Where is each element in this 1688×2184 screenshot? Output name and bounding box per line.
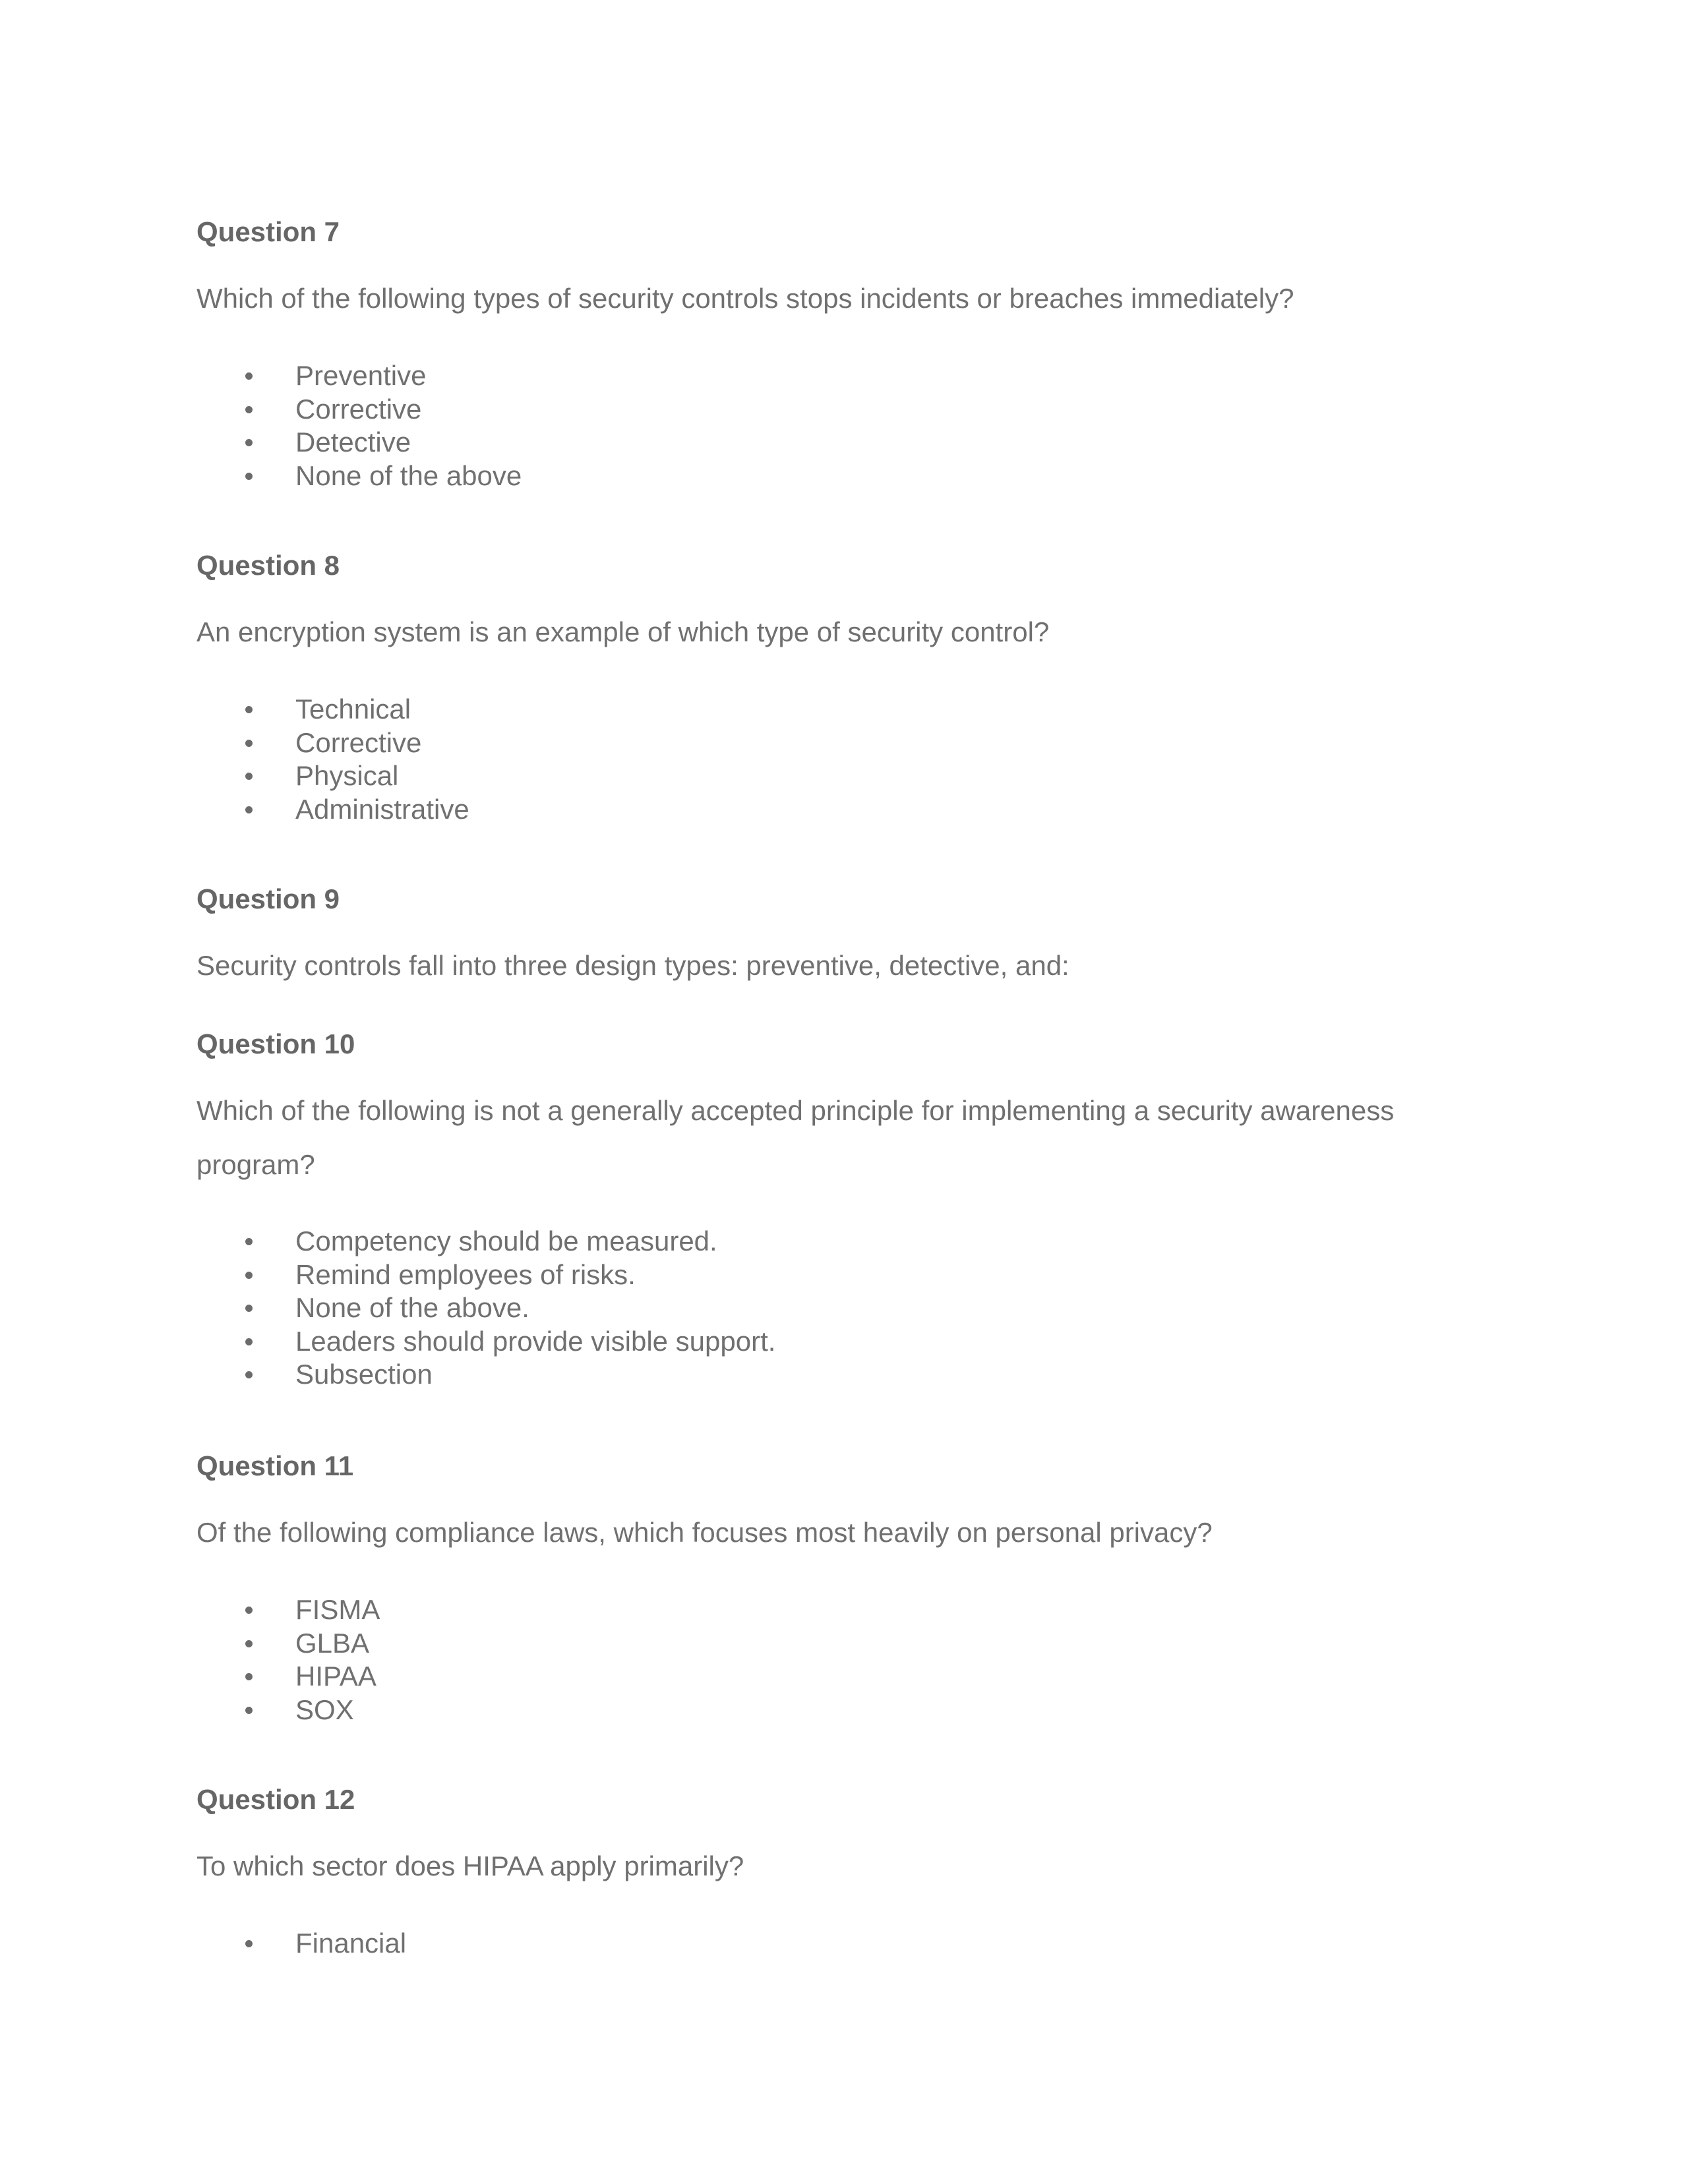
option-item: [196, 1694, 380, 1727]
option-item: [196, 793, 469, 827]
bullet-icon: [245, 1640, 253, 1647]
option-label: None of the above.: [295, 1292, 529, 1323]
option-item: [196, 1927, 406, 1961]
options-list: [196, 1927, 406, 1961]
option-label: HIPAA: [295, 1661, 377, 1692]
option-label: Detective: [295, 427, 411, 457]
option-label: Financial: [295, 1928, 407, 1959]
question-12: [196, 1783, 1515, 1959]
option-item: [196, 1627, 380, 1661]
option-item: [196, 1258, 775, 1292]
option-label: None of the above: [295, 459, 522, 491]
question-text: To which sector does HIPAA apply primarily?: [196, 1850, 744, 1881]
bullet-icon: [245, 1940, 253, 1947]
option-label: Subsection: [295, 1359, 433, 1390]
option-label: SOX: [295, 1694, 354, 1725]
bullet-icon: [245, 1272, 253, 1279]
options-list: [196, 1225, 775, 1392]
bullet-icon: [245, 1238, 253, 1245]
question-text: An encryption system is an example of which type of security control?: [196, 616, 1050, 647]
question-8: [196, 549, 1515, 825]
option-label: Physical: [295, 760, 399, 791]
option-label: Leaders should provide visible support.: [295, 1325, 776, 1357]
bullet-icon: [245, 406, 253, 413]
option-label: GLBA: [295, 1627, 370, 1659]
option-item: [196, 726, 469, 760]
option-label: FISMA: [295, 1594, 380, 1625]
bullet-icon: [245, 473, 253, 480]
bullet-icon: [245, 773, 253, 780]
question-text: Which of the following types of security controls stops incidents or breaches immediately?: [196, 283, 1294, 314]
question-text: Security controls fall into three design types: preventive, detective, and:: [196, 950, 1070, 981]
options-list: [196, 359, 522, 492]
question-9: [196, 883, 1515, 981]
question-11: [196, 1450, 1515, 1725]
option-label: Corrective: [295, 393, 422, 425]
question-heading: Question 8: [196, 550, 340, 581]
question-7: [196, 216, 1515, 491]
option-item: [196, 1358, 775, 1392]
option-label: Administrative: [295, 793, 469, 825]
options-list: [196, 1593, 380, 1727]
option-label: Corrective: [295, 726, 422, 758]
bullet-icon: [245, 439, 253, 446]
question-heading: Question 9: [196, 883, 340, 914]
option-item: [196, 1593, 380, 1627]
bullet-icon: [245, 1673, 253, 1680]
question-10: [196, 1028, 1515, 1390]
option-item: [196, 359, 522, 393]
question-heading: Question 11: [196, 1450, 354, 1481]
options-list: [196, 693, 469, 826]
option-item: [196, 1225, 775, 1258]
bullet-icon: [245, 1338, 253, 1345]
bullet-icon: [245, 372, 253, 380]
question-text: Which of the following is not a generally accepted principle for implementing a security awareness program?: [196, 1095, 1395, 1180]
option-item: [196, 393, 522, 427]
bullet-icon: [245, 1305, 253, 1312]
option-item: [196, 1325, 775, 1359]
option-item: [196, 759, 469, 793]
question-heading: Question 12: [196, 1784, 355, 1815]
option-label: Technical: [295, 694, 411, 724]
option-label: Competency should be measured.: [295, 1225, 717, 1256]
bullet-icon: [245, 706, 253, 713]
question-heading: Question 7: [196, 216, 340, 247]
option-item: [196, 1660, 380, 1694]
option-item: [196, 693, 469, 726]
option-label: Remind employees of risks.: [295, 1258, 636, 1290]
option-label: Preventive: [295, 360, 427, 391]
option-item: [196, 426, 522, 459]
bullet-icon: [245, 1371, 253, 1378]
option-item: [196, 459, 522, 493]
bullet-icon: [245, 1707, 253, 1714]
question-heading: Question 10: [196, 1028, 355, 1059]
bullet-icon: [245, 740, 253, 747]
bullet-icon: [245, 806, 253, 813]
option-item: [196, 1291, 775, 1325]
question-text: Of the following compliance laws, which focuses most heavily on personal privacy?: [196, 1517, 1213, 1548]
bullet-icon: [245, 1607, 253, 1614]
